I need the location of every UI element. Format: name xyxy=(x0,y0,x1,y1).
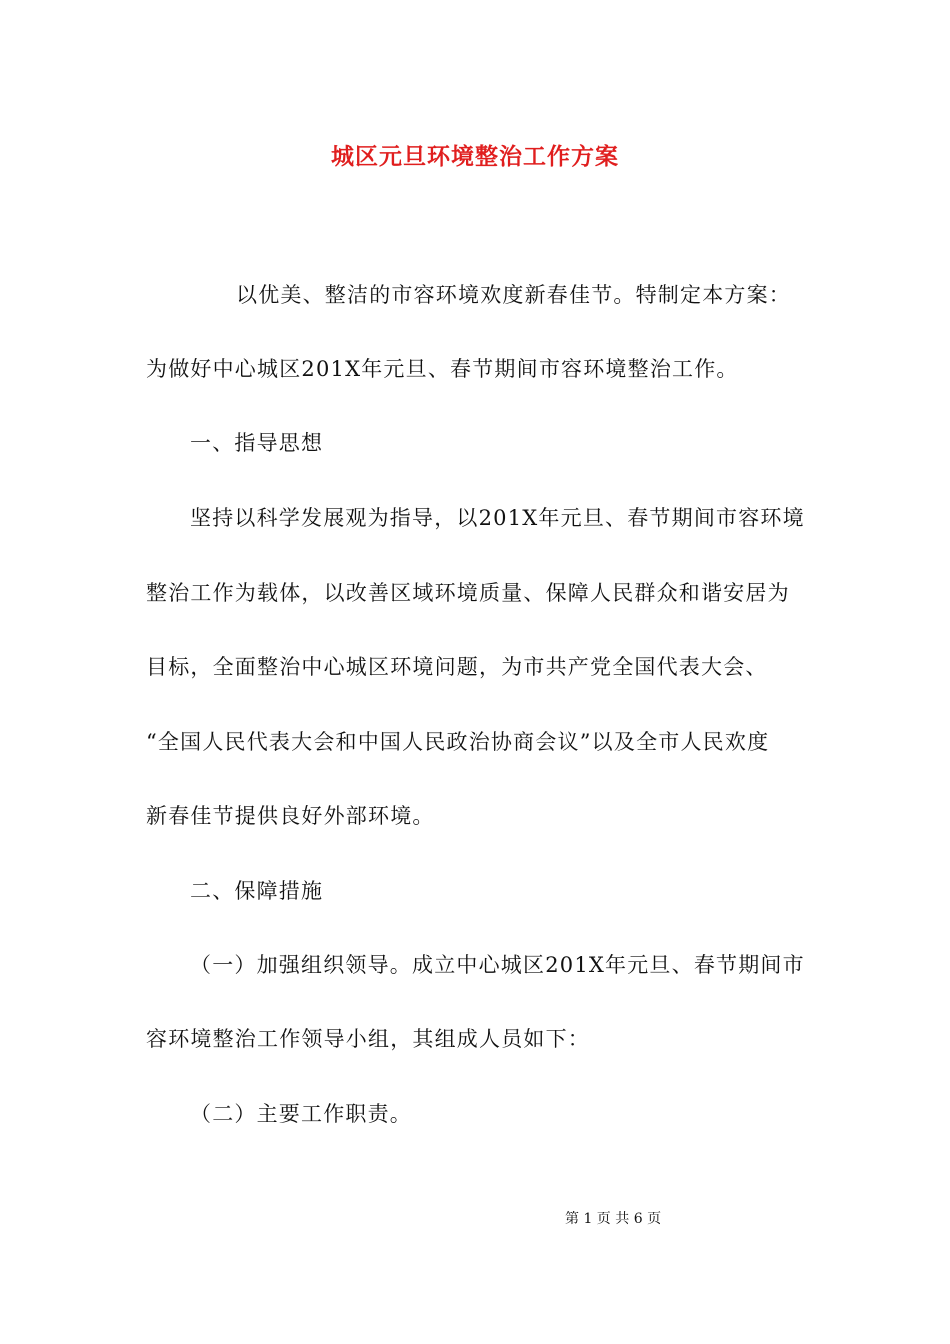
paragraph-line: 容环境整治工作领导小组，其组成人员如下： xyxy=(146,1027,590,1051)
paragraph-line: 整治工作为载体，以改善区域环境质量、保障人民群众和谐安居为 xyxy=(146,581,790,605)
section-heading: 一、指导思想 xyxy=(190,431,324,455)
paragraph-line: 新春佳节提供良好外部环境。 xyxy=(146,804,435,828)
document-title: 城区元旦环境整治工作方案 xyxy=(331,143,619,170)
paragraph-line: （二）主要工作职责。 xyxy=(190,1102,412,1126)
paragraph-line: “全国人民代表大会和中国人民政治协商会议”以及全市人民欢度 xyxy=(146,730,770,754)
paragraph-line: 目标，全面整治中心城区环境问题，为市共产党全国代表大会、 xyxy=(146,655,768,679)
paragraph-line: 以优美、整洁的市容环境欢度新春佳节。特制定本方案： xyxy=(236,283,791,307)
page-number-footer: 第 1 页 共 6 页 xyxy=(565,1211,662,1227)
paragraph-line: 坚持以科学发展观为指导，以201X年元旦、春节期间市容环境 xyxy=(190,506,805,530)
paragraph-line: （一）加强组织领导。成立中心城区201X年元旦、春节期间市 xyxy=(190,953,805,977)
paragraph-line: 为做好中心城区201X年元旦、春节期间市容环境整治工作。 xyxy=(146,357,739,381)
section-heading: 二、保障措施 xyxy=(190,879,324,903)
